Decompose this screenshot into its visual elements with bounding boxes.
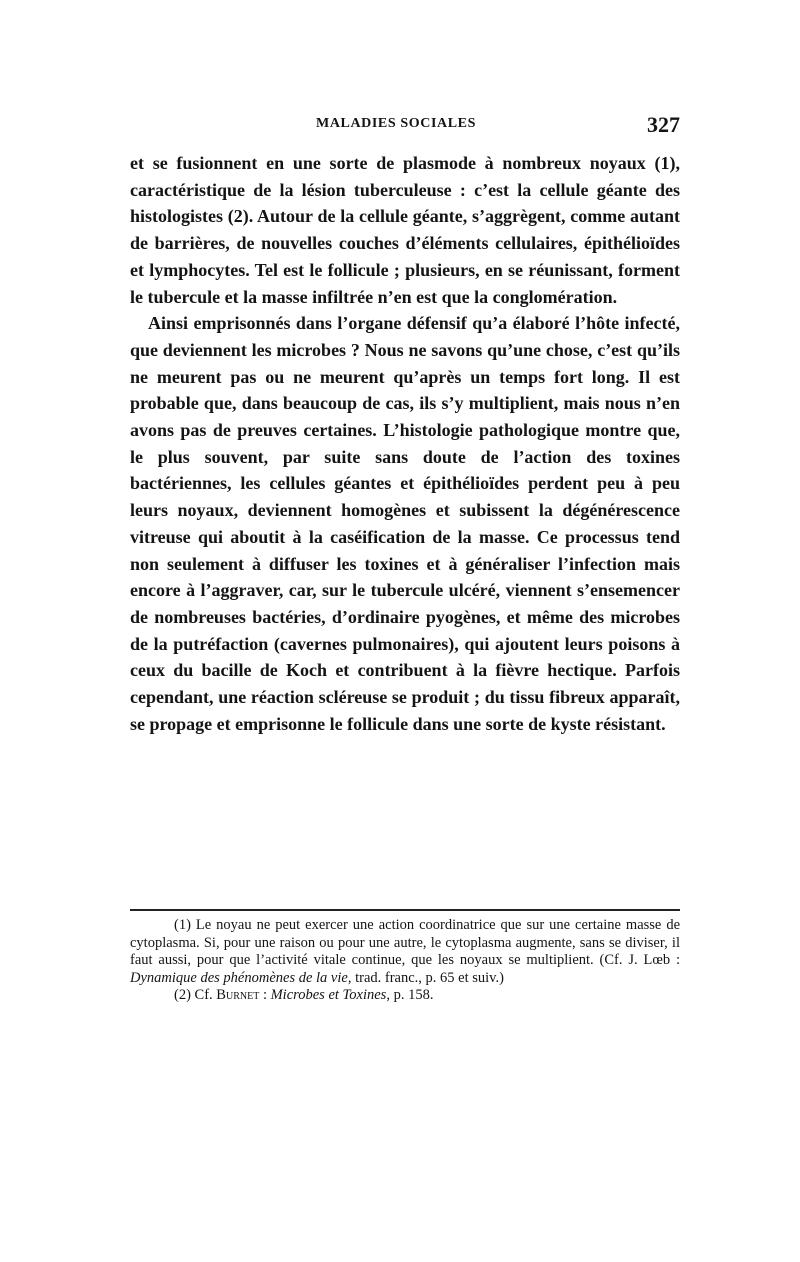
footnote-author: Burnet: [216, 987, 260, 1004]
main-text: [130, 150, 680, 737]
footnote-marker: (1): [174, 917, 191, 933]
page-number: 327: [647, 112, 680, 137]
footnote-citation-rest: , trad. franc., p. 65 et suiv.): [347, 969, 504, 986]
running-header: [130, 112, 680, 142]
footnote-text: Le noyau ne peut exercer une action coordinatrice que sur une certaine masse de cytoplasma. Si, pour une raison ou pour une autre, le cytoplasma augmente, sans se diviser, il faut aussi, pour que l’activité vitale continue, que les noyaux se multiplient. (Cf. J. Lœb :: [130, 917, 681, 969]
footnote-separator-text: :: [259, 987, 271, 1004]
footnote-citation-rest: , p. 158.: [386, 987, 434, 1004]
footnote-separator: [130, 909, 680, 911]
paragraph-2: Ainsi emprisonnés dans l’organe défensif qu’a élaboré l’hôte infecté, que deviennent les microbes ? Nous ne savons qu’une chose, c’est qu’ils ne meurent pas ou ne meurent qu’après un temps fort long. Il est probable que, dans beaucoup de cas, ils s’y multiplient, mais nous n’en avons pas de preuves certaines. L’histologie pathologique montre que, le plus souvent, par suite sans doute de l’action des toxines bactériennes, les cellules géantes et épithélioïdes perdent peu à peu leurs noyaux, deviennent homogènes et subissent la dégénérescence vitreuse qui aboutit à la caséification de la masse. Ce processus tend non seulement à diffuser les toxines et à généraliser l’infection mais encore à l’aggraver, car, sur le tubercule ulcéré, viennent s’ensemencer de nombreuses bactéries, d’ordinaire pyogènes, et même des microbes de la putréfaction (cavernes pulmonaires), qui ajoutent leurs poisons à ceux du bacille de Koch et contribuent à la fièvre hectique. Parfois cependant, une réaction scléreuse se produit ; du tissu fibreux apparaît, se propage et emprisonne le follicule dans une sorte de kyste résistant.: [130, 313, 680, 734]
footnote-1: [130, 917, 680, 987]
paragraph-1: et se fusionnent en une sorte de plasmode à nombreux noyaux (1), caractéristique de la lésion tuberculeuse : c’est la cellule géante des histologistes (2). Autour de la cellule géante, s’aggrègent, comme autant de barrières, de nouvelles couches d’éléments cellulaires, épithélioïdes et lymphocytes. Tel est le follicule ; plusieurs, en se réunissant, forment le tubercule et la masse infiltrée n’en est que la conglomération.: [130, 153, 680, 307]
footnote-citation-title: Microbes et Toxines: [270, 987, 387, 1004]
footnote-text: Cf.: [194, 987, 217, 1004]
footnote-citation-title: Dynamique des phénomènes de la vie: [130, 969, 348, 986]
running-title: MALADIES SOCIALES: [316, 116, 476, 131]
footnote-marker: (2): [174, 987, 191, 1004]
footnotes: [130, 917, 680, 1005]
footnote-2: [130, 987, 680, 1005]
